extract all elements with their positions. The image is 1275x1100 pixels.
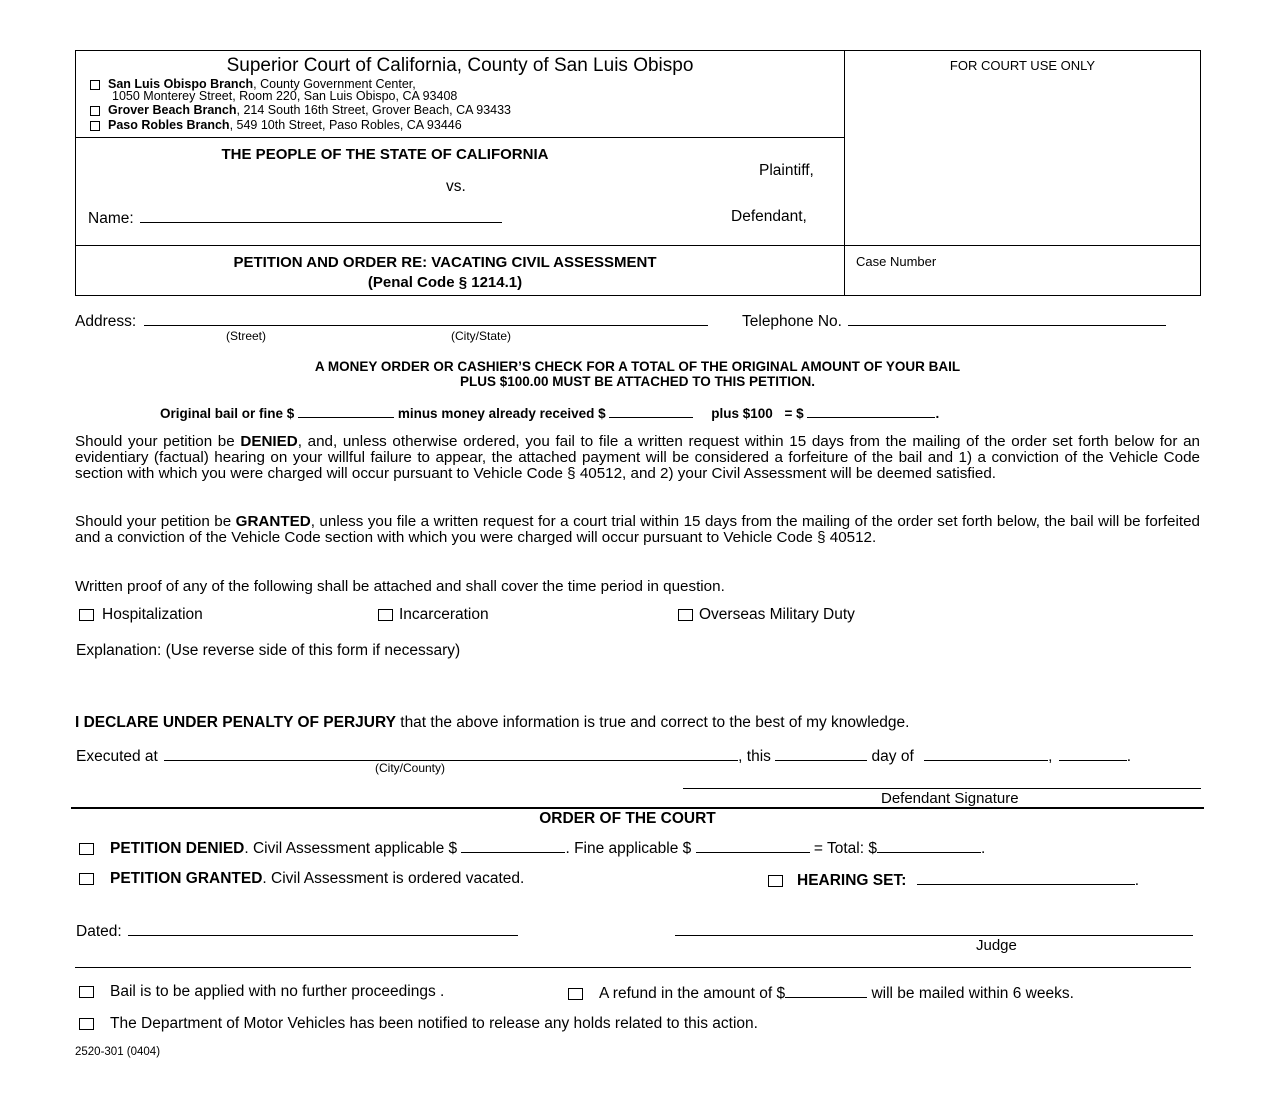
branch-slo-checkbox[interactable] <box>90 80 100 90</box>
denied-paragraph: Should your petition be DENIED, and, unless otherwise ordered, you fail to file a written request within 15 days from the mailing of the order set forth below for an evidentiary (factual) hearing on your willful failure to appear, the attached payment will be considered a forfeiture of the bail and 1) a conviction of the Vehicle Code section with which you were charged will occur pursuant to Vehicle Code § 40512, and 2) your Civil Assessment will be deemed satisfied. <box>75 433 1200 482</box>
defendant-name-field[interactable] <box>140 208 502 223</box>
defendant-name-row: Name: <box>88 208 502 228</box>
order-title: ORDER OF THE COURT <box>539 810 716 827</box>
executed-city-field[interactable] <box>164 746 738 761</box>
form-number: 2520-301 (0404) <box>75 1046 161 1058</box>
telephone-row: Telephone No. <box>742 311 1166 331</box>
court-use-only-label: FOR COURT USE ONLY <box>949 58 1096 73</box>
order-total-field[interactable] <box>877 838 981 853</box>
fine-applicable-field[interactable] <box>696 838 810 853</box>
hearing-date-field[interactable] <box>917 870 1135 885</box>
dated-row: Dated: <box>76 921 518 941</box>
money-order-notice-line2: PLUS $100.00 MUST BE ATTACHED TO THIS PETITION. <box>459 374 816 389</box>
executed-row: Executed at , this day of , . <box>76 748 1132 765</box>
refund-amount-field[interactable] <box>785 983 867 998</box>
bail-applied-checkbox[interactable] <box>79 986 94 998</box>
case-number-label: Case Number <box>856 254 937 269</box>
explanation-label: Explanation: (Use reverse side of this form if necessary) <box>76 642 461 659</box>
incarceration-checkbox[interactable] <box>378 609 393 621</box>
hearing-set-checkbox[interactable] <box>768 875 783 887</box>
court-use-box <box>844 50 1201 246</box>
address-row: Address: <box>75 311 708 331</box>
city-county-caption: (City/County) <box>375 761 446 775</box>
city-state-caption: (City/State) <box>451 329 512 343</box>
telephone-field[interactable] <box>848 311 1166 326</box>
executed-year-field[interactable] <box>1059 746 1127 761</box>
form-title-code: (Penal Code § 1214.1) <box>367 274 523 291</box>
branch-grover-checkbox[interactable] <box>90 106 100 116</box>
case-number-box <box>844 245 1201 296</box>
civil-assessment-field[interactable] <box>461 838 565 853</box>
lower-divider <box>75 967 1191 968</box>
people-heading: THE PEOPLE OF THE STATE OF CALIFORNIA <box>221 146 549 163</box>
military-checkbox[interactable] <box>678 609 693 621</box>
petition-denied-checkbox[interactable] <box>79 843 94 855</box>
option-military[interactable]: Overseas Military Duty <box>678 606 855 624</box>
form-title: PETITION AND ORDER RE: VACATING CIVIL ASSESSMENT <box>233 254 657 271</box>
option-hospitalization[interactable]: Hospitalization <box>79 606 203 624</box>
defendant-signature-line[interactable] <box>683 788 1201 789</box>
bail-calculation-row: Original bail or fine $ minus money already received $ plus $100 = $ . <box>160 403 939 421</box>
refund-checkbox[interactable] <box>568 988 583 1000</box>
court-title: Superior Court of California, County of San Luis Obispo <box>226 55 694 76</box>
defendant-label: Defendant, <box>731 208 807 225</box>
address-field[interactable] <box>144 311 708 326</box>
total-amount-field[interactable] <box>807 403 935 418</box>
written-proof-text: Written proof of any of the following shall be attached and shall cover the time period in question. <box>75 578 725 595</box>
petition-denied-row: PETITION DENIED. Civil Assessment applicable $ . Fine applicable $ = Total: $ . <box>79 838 985 858</box>
money-order-notice: A MONEY ORDER OR CASHIER’S CHECK FOR A TOTAL OF THE ORIGINAL AMOUNT OF YOUR BAIL <box>314 359 961 374</box>
dmv-notified-checkbox[interactable] <box>79 1018 94 1030</box>
dated-field[interactable] <box>128 921 518 936</box>
branch-slo: San Luis Obispo Branch, County Government Center, 1050 Monterey Street, Room 220, San Luis Obispo, CA 93408 <box>90 78 457 102</box>
branch-grover-beach: Grover Beach Branch, 214 South 16th Street, Grover Beach, CA 93433 <box>90 103 511 117</box>
judge-label: Judge <box>976 937 1017 954</box>
branch-paso-robles: Paso Robles Branch, 549 10th Street, Paso Robles, CA 93446 <box>90 118 462 132</box>
defendant-signature-label: Defendant Signature <box>881 790 1019 807</box>
order-divider <box>71 807 1204 809</box>
dmv-notice-row: The Department of Motor Vehicles has been notified to release any holds related to this action. <box>79 1015 758 1033</box>
branch-paso-checkbox[interactable] <box>90 121 100 131</box>
plaintiff-label: Plaintiff, <box>759 162 814 179</box>
original-bail-field[interactable] <box>298 403 394 418</box>
bail-applied-row: Bail is to be applied with no further proceedings . <box>79 983 444 1001</box>
hearing-set-row: HEARING SET: . <box>768 870 1139 890</box>
perjury-declaration: I DECLARE UNDER PENALTY OF PERJURY that the above information is true and correct to the best of my knowledge. <box>75 714 910 731</box>
option-incarceration[interactable]: Incarceration <box>378 606 489 624</box>
petition-granted-row: PETITION GRANTED. Civil Assessment is ordered vacated. <box>79 870 524 888</box>
refund-row: A refund in the amount of $ will be mailed within 6 weeks. <box>568 983 1074 1003</box>
hospitalization-checkbox[interactable] <box>79 609 94 621</box>
petition-granted-checkbox[interactable] <box>79 873 94 885</box>
vs-label: vs. <box>446 178 466 195</box>
executed-day-field[interactable] <box>775 746 867 761</box>
executed-month-field[interactable] <box>924 746 1048 761</box>
judge-signature-line[interactable] <box>675 935 1193 936</box>
street-caption: (Street) <box>226 329 267 343</box>
granted-paragraph: Should your petition be GRANTED, unless you file a written request for a court trial within 15 days from the mailing of the order set forth below, the bail will be forfeited and a conviction of the Vehicle Code section with which you were charged will occur pursuant to Vehicle Code § 40512. <box>75 513 1200 546</box>
money-received-field[interactable] <box>609 403 693 418</box>
